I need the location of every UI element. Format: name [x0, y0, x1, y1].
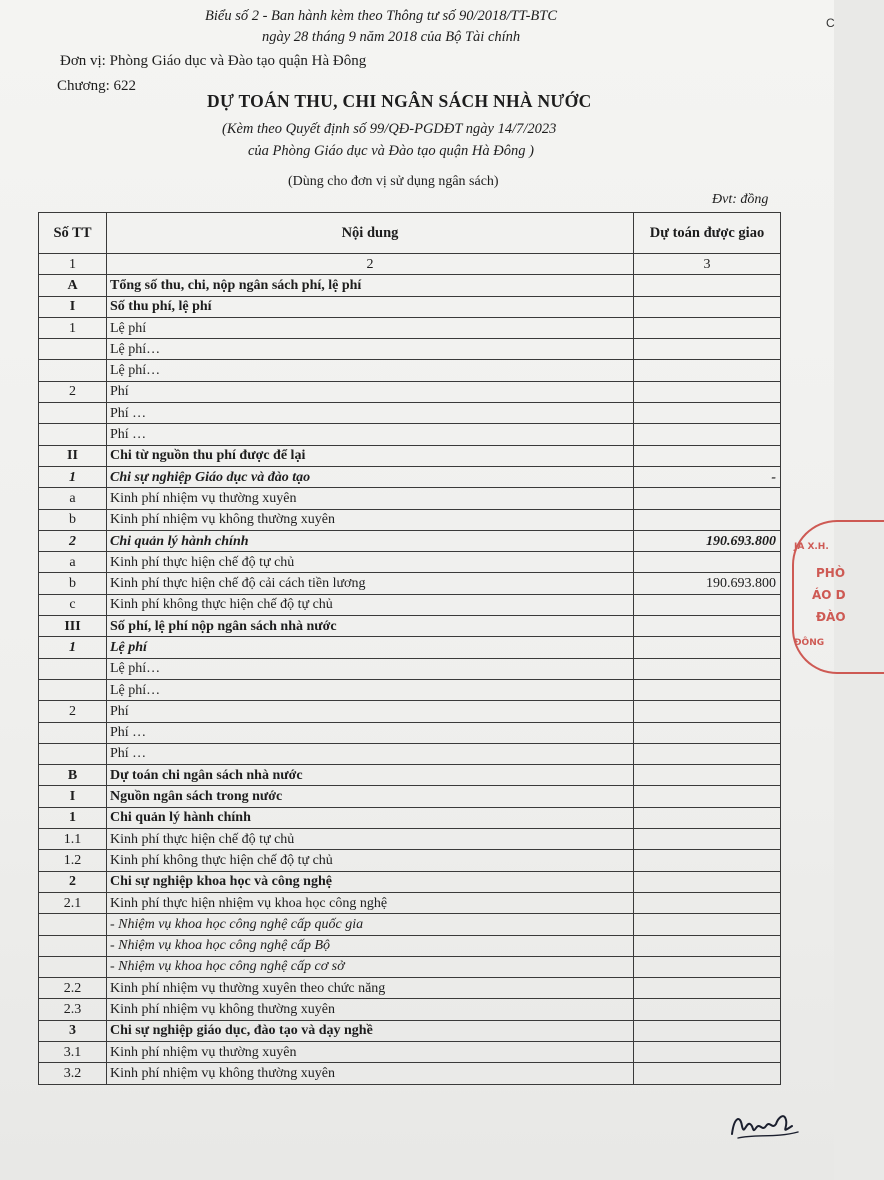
row-content-cell: Kinh phí nhiệm vụ thường xuyên [107, 1041, 634, 1062]
row-content-cell: Chi sự nghiệp giáo dục, đào tạo và dạy nghề [107, 1020, 634, 1041]
row-amount-cell [634, 509, 781, 530]
budget-table [38, 212, 781, 1085]
table-row [39, 509, 781, 530]
row-number-cell: b [39, 573, 107, 594]
row-content-cell: Lệ phí [107, 637, 634, 658]
row-number-cell: 1 [39, 807, 107, 828]
table-row [39, 1041, 781, 1062]
row-number-cell: 1 [39, 637, 107, 658]
row-number-cell: B [39, 765, 107, 786]
row-number-cell: a [39, 488, 107, 509]
row-amount-cell [634, 552, 781, 573]
column-index-2: 2 [107, 254, 634, 275]
corner-mark: C [826, 16, 835, 30]
row-number-cell: 2 [39, 701, 107, 722]
row-content-cell: Phí … [107, 743, 634, 764]
row-amount-cell [634, 317, 781, 338]
row-content-cell: Kinh phí nhiệm vụ không thường xuyên [107, 999, 634, 1020]
column-index-1: 1 [39, 254, 107, 275]
column-index-row [39, 254, 781, 275]
row-number-cell: 2.3 [39, 999, 107, 1020]
row-content-cell: Chi sự nghiệp khoa học và công nghệ [107, 871, 634, 892]
row-content-cell: Kinh phí không thực hiện chế độ tự chủ [107, 850, 634, 871]
row-amount-cell [634, 360, 781, 381]
stamp-text-2: PHÒ [816, 566, 846, 580]
row-content-cell: Phí … [107, 403, 634, 424]
row-amount-cell: 190.693.800 [634, 530, 781, 551]
row-amount-cell [634, 679, 781, 700]
table-row [39, 679, 781, 700]
table-row [39, 339, 781, 360]
table-row [39, 573, 781, 594]
row-number-cell [39, 403, 107, 424]
row-number-cell [39, 743, 107, 764]
row-number-cell: II [39, 445, 107, 466]
row-number-cell: 1.2 [39, 850, 107, 871]
row-amount-cell [634, 935, 781, 956]
row-content-cell: Kinh phí thực hiện chế độ cải cách tiền lương [107, 573, 634, 594]
table-row [39, 978, 781, 999]
table-row [39, 403, 781, 424]
row-amount-cell [634, 488, 781, 509]
row-amount-cell [634, 807, 781, 828]
row-content-cell: Số phí, lệ phí nộp ngân sách nhà nước [107, 616, 634, 637]
row-content-cell: Kinh phí thực hiện chế độ tự chủ [107, 552, 634, 573]
document-title: DỰ TOÁN THU, CHI NGÂN SÁCH NHÀ NƯỚC [207, 91, 592, 111]
row-content-cell: Chi quản lý hành chính [107, 807, 634, 828]
row-amount-cell [634, 445, 781, 466]
row-number-cell: a [39, 552, 107, 573]
row-content-cell: Kinh phí nhiệm vụ không thường xuyên [107, 1063, 634, 1084]
row-amount-cell [634, 701, 781, 722]
table-row [39, 743, 781, 764]
row-number-cell [39, 935, 107, 956]
row-content-cell: Dự toán chi ngân sách nhà nước [107, 765, 634, 786]
row-amount-cell [634, 871, 781, 892]
table-row [39, 381, 781, 402]
row-content-cell: - Nhiệm vụ khoa học công nghệ cấp quốc gia [107, 914, 634, 935]
table-row [39, 765, 781, 786]
table-row [39, 701, 781, 722]
row-number-cell [39, 956, 107, 977]
row-content-cell: Phí [107, 701, 634, 722]
row-amount-cell [634, 275, 781, 296]
table-row [39, 637, 781, 658]
row-amount-cell [634, 424, 781, 445]
row-amount-cell [634, 743, 781, 764]
row-number-cell [39, 424, 107, 445]
row-amount-cell [634, 381, 781, 402]
table-row [39, 466, 781, 487]
row-number-cell: 2 [39, 871, 107, 892]
usage-note: (Dùng cho đơn vị sử dụng ngân sách) [288, 174, 499, 189]
row-number-cell: 3 [39, 1020, 107, 1041]
table-row [39, 807, 781, 828]
row-number-cell: 2.1 [39, 892, 107, 913]
table-header-row [39, 213, 781, 254]
row-content-cell: Chi từ nguồn thu phí được để lại [107, 445, 634, 466]
unit-name: Đơn vị: Phòng Giáo dục và Đào tạo quận Hà Đông [60, 53, 367, 69]
table-row [39, 296, 781, 317]
table-row [39, 892, 781, 913]
stamp-text-5: ĐÔNG [794, 638, 825, 648]
stamp-text-4: ĐÀO [816, 610, 846, 624]
row-number-cell [39, 914, 107, 935]
table-row [39, 956, 781, 977]
row-number-cell: c [39, 594, 107, 615]
row-content-cell: Kinh phí nhiệm vụ thường xuyên theo chức năng [107, 978, 634, 999]
row-number-cell: 2 [39, 530, 107, 551]
signature-mark [726, 1104, 806, 1144]
row-amount-cell [634, 1041, 781, 1062]
decision-reference-line2: của Phòng Giáo dục và Đào tạo quận Hà Đông ) [248, 143, 534, 159]
header-cell-content: Nội dung [107, 213, 634, 254]
form-reference-line2: ngày 28 tháng 9 năm 2018 của Bộ Tài chính [262, 29, 521, 45]
row-amount-cell [634, 914, 781, 935]
row-amount-cell [634, 956, 781, 977]
table-row [39, 850, 781, 871]
table-row [39, 488, 781, 509]
row-content-cell: - Nhiệm vụ khoa học công nghệ cấp Bộ [107, 935, 634, 956]
header-cell-no: Số TT [39, 213, 107, 254]
row-number-cell [39, 658, 107, 679]
row-number-cell: 2.2 [39, 978, 107, 999]
row-amount-cell [634, 616, 781, 637]
decision-reference-line1: (Kèm theo Quyết định số 99/QĐ-PGDĐT ngày 14/7/2023 [222, 121, 557, 137]
row-amount-cell [634, 765, 781, 786]
currency-unit-note: Đvt: đồng [712, 192, 769, 207]
row-number-cell: 3.1 [39, 1041, 107, 1062]
row-number-cell: 1.1 [39, 829, 107, 850]
row-content-cell: - Nhiệm vụ khoa học công nghệ cấp cơ sở [107, 956, 634, 977]
row-content-cell: Số thu phí, lệ phí [107, 296, 634, 317]
row-number-cell: b [39, 509, 107, 530]
table-row [39, 786, 781, 807]
official-stamp [786, 520, 856, 670]
table-row [39, 871, 781, 892]
table-row [39, 935, 781, 956]
row-amount-cell [634, 850, 781, 871]
table-row [39, 594, 781, 615]
row-amount-cell: - [634, 466, 781, 487]
table-row [39, 616, 781, 637]
table-row [39, 275, 781, 296]
row-number-cell [39, 679, 107, 700]
table-row [39, 1020, 781, 1041]
table-row [39, 1063, 781, 1084]
row-content-cell: Lệ phí… [107, 679, 634, 700]
row-number-cell: 3.2 [39, 1063, 107, 1084]
row-number-cell [39, 722, 107, 743]
row-amount-cell [634, 892, 781, 913]
row-amount-cell: 190.693.800 [634, 573, 781, 594]
row-number-cell: I [39, 786, 107, 807]
table-row [39, 317, 781, 338]
row-number-cell: A [39, 275, 107, 296]
stamp-text-3: ÁO D [812, 588, 846, 602]
stamp-text-1: JA X.H. [794, 542, 829, 552]
row-content-cell: Kinh phí thực hiện chế độ tự chủ [107, 829, 634, 850]
row-amount-cell [634, 658, 781, 679]
row-number-cell [39, 360, 107, 381]
row-content-cell: Chi quản lý hành chính [107, 530, 634, 551]
row-content-cell: Phí … [107, 722, 634, 743]
row-content-cell: Kinh phí nhiệm vụ thường xuyên [107, 488, 634, 509]
table-row [39, 530, 781, 551]
row-amount-cell [634, 978, 781, 999]
table-row [39, 914, 781, 935]
row-amount-cell [634, 722, 781, 743]
row-content-cell: Chi sự nghiệp Giáo dục và đào tạo [107, 466, 634, 487]
table-row [39, 424, 781, 445]
row-content-cell: Lệ phí… [107, 658, 634, 679]
row-number-cell: III [39, 616, 107, 637]
row-content-cell: Kinh phí thực hiện nhiệm vụ khoa học công nghệ [107, 892, 634, 913]
row-number-cell [39, 339, 107, 360]
row-amount-cell [634, 594, 781, 615]
row-amount-cell [634, 829, 781, 850]
row-number-cell: 2 [39, 381, 107, 402]
row-content-cell: Kinh phí nhiệm vụ không thường xuyên [107, 509, 634, 530]
row-content-cell: Lệ phí [107, 317, 634, 338]
row-content-cell: Kinh phí không thực hiện chế độ tự chủ [107, 594, 634, 615]
row-content-cell: Lệ phí… [107, 339, 634, 360]
table-row [39, 999, 781, 1020]
row-number-cell: 1 [39, 466, 107, 487]
chapter-code: Chương: 622 [57, 78, 136, 94]
table-row [39, 829, 781, 850]
table-row [39, 552, 781, 573]
column-index-3: 3 [634, 254, 781, 275]
table-row [39, 445, 781, 466]
row-content-cell: Lệ phí… [107, 360, 634, 381]
row-content-cell: Nguồn ngân sách trong nước [107, 786, 634, 807]
row-amount-cell [634, 637, 781, 658]
table-row [39, 722, 781, 743]
row-amount-cell [634, 339, 781, 360]
row-amount-cell [634, 1020, 781, 1041]
header-cell-amount: Dự toán được giao [634, 213, 781, 254]
row-content-cell: Phí … [107, 424, 634, 445]
table-row [39, 360, 781, 381]
form-reference-line1: Biểu số 2 - Ban hành kèm theo Thông tư số 90/2018/TT-BTC [205, 8, 558, 24]
row-amount-cell [634, 999, 781, 1020]
row-amount-cell [634, 403, 781, 424]
row-content-cell: Tổng số thu, chi, nộp ngân sách phí, lệ phí [107, 275, 634, 296]
row-number-cell: I [39, 296, 107, 317]
table-row [39, 658, 781, 679]
row-amount-cell [634, 1063, 781, 1084]
row-content-cell: Phí [107, 381, 634, 402]
row-amount-cell [634, 296, 781, 317]
row-number-cell: 1 [39, 317, 107, 338]
row-amount-cell [634, 786, 781, 807]
